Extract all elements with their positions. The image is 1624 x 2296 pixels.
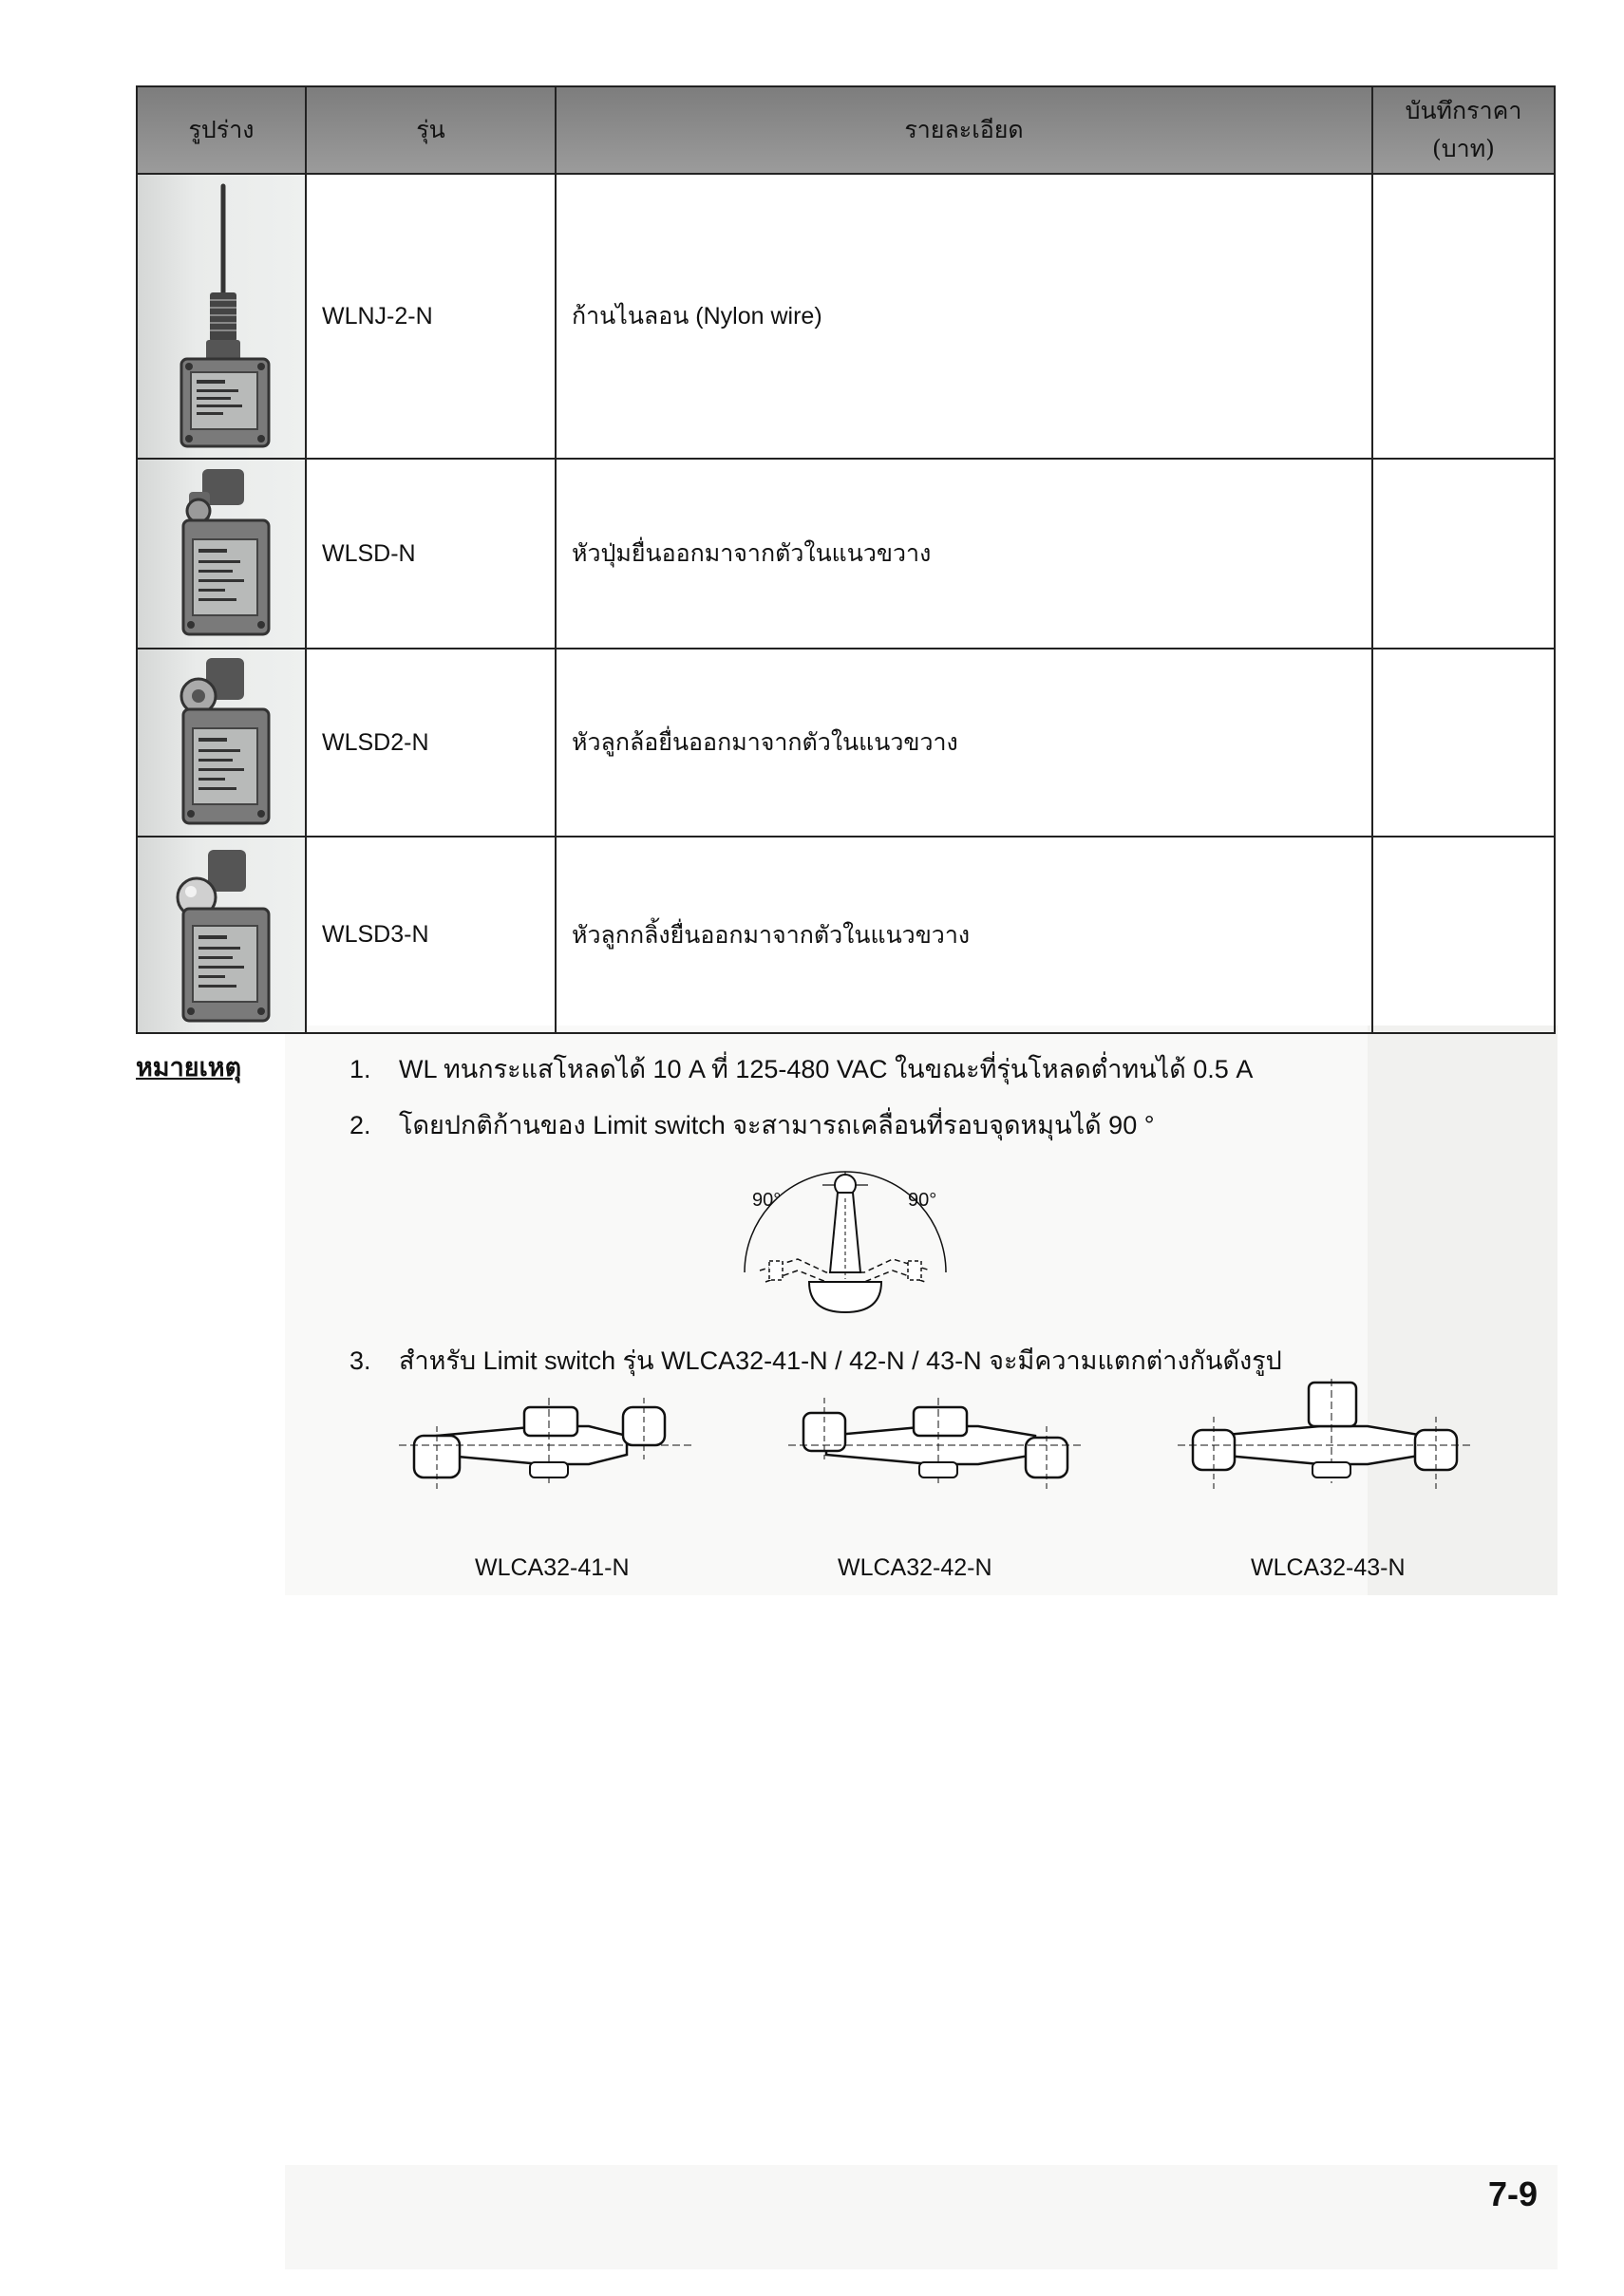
- scan-background-tint-bottom: [285, 2165, 1558, 2269]
- lever-rotation-diagram: [731, 1160, 959, 1322]
- model-cell: WLSD3-N: [306, 837, 556, 1033]
- product-image-cell: [137, 649, 306, 837]
- note-number: 2.: [349, 1111, 371, 1139]
- table-row: [137, 649, 1555, 837]
- model-cell: WLSD2-N: [306, 649, 556, 837]
- note-item: [349, 1048, 1253, 1089]
- note-number: 3.: [349, 1346, 371, 1375]
- note-text: WL ทนกระแสโหลดได้ 10 A ที่ 125-480 VAC ในขณะที่รุ่นโหลดต่ำทนได้ 0.5 A: [399, 1055, 1254, 1083]
- note-text: สำหรับ Limit switch รุ่น WLCA32-41-N / 42-N / 43-N จะมีความแตกต่างกันดังรูป: [399, 1346, 1282, 1375]
- product-table: [136, 85, 1556, 1034]
- price-cell: [1372, 174, 1555, 459]
- product-image-cell: [137, 837, 306, 1033]
- price-cell: [1372, 837, 1555, 1033]
- header-description: รายละเอียด: [556, 86, 1372, 174]
- header-price-line2: (บาท): [1432, 135, 1495, 162]
- side-roller-plunger-limit-switch-image: [155, 652, 288, 833]
- product-image-cell: [137, 174, 306, 459]
- header-model: รุ่น: [306, 86, 556, 174]
- variant-label: WLCA32-43-N: [1251, 1554, 1406, 1581]
- price-cell: [1372, 459, 1555, 649]
- table-row: [137, 837, 1555, 1033]
- description-cell: ก้านไนลอน (Nylon wire): [556, 174, 1372, 459]
- side-plunger-limit-switch-image: [155, 463, 288, 644]
- right-angle-label: 90°: [908, 1190, 937, 1211]
- page-number: 7-9: [1488, 2174, 1539, 2213]
- note-item: [349, 1104, 1155, 1145]
- header-price-line1: บันทึกราคา: [1405, 97, 1522, 124]
- price-cell: [1372, 649, 1555, 837]
- variant-label: WLCA32-42-N: [838, 1554, 992, 1581]
- header-price: [1372, 86, 1555, 174]
- wlca32-42-n-lever-diagram: [788, 1388, 1092, 1512]
- table-row: [137, 174, 1555, 459]
- table-header-row: [137, 86, 1555, 174]
- description-cell: หัวลูกล้อยื่นออกมาจากตัวในแนวขวาง: [556, 649, 1372, 837]
- note-text: โดยปกติก้านของ Limit switch จะสามารถเคลื่อนที่รอบจุดหมุนได้ 90 °: [399, 1111, 1155, 1139]
- table-row: [137, 459, 1555, 649]
- wlca32-41-n-lever-diagram: [399, 1388, 703, 1512]
- nylon-wire-limit-switch-image: [164, 179, 278, 454]
- description-cell: หัวปุ่มยื่นออกมาจากตัวในแนวขวาง: [556, 459, 1372, 649]
- model-cell: WLSD-N: [306, 459, 556, 649]
- left-angle-label: 90°: [752, 1190, 782, 1211]
- product-image-cell: [137, 459, 306, 649]
- note-item: [349, 1340, 1282, 1381]
- variant-label: WLCA32-41-N: [475, 1554, 630, 1581]
- description-cell: หัวลูกกลิ้งยื่นออกมาจากตัวในแนวขวาง: [556, 837, 1372, 1033]
- notes-heading: หมายเหตุ: [136, 1053, 242, 1082]
- note-number: 1.: [349, 1055, 371, 1083]
- side-ball-plunger-limit-switch-image: [155, 842, 288, 1027]
- header-shape: รูปร่าง: [137, 86, 306, 174]
- wlca32-43-n-lever-diagram: [1178, 1379, 1482, 1512]
- model-cell: WLNJ-2-N: [306, 174, 556, 459]
